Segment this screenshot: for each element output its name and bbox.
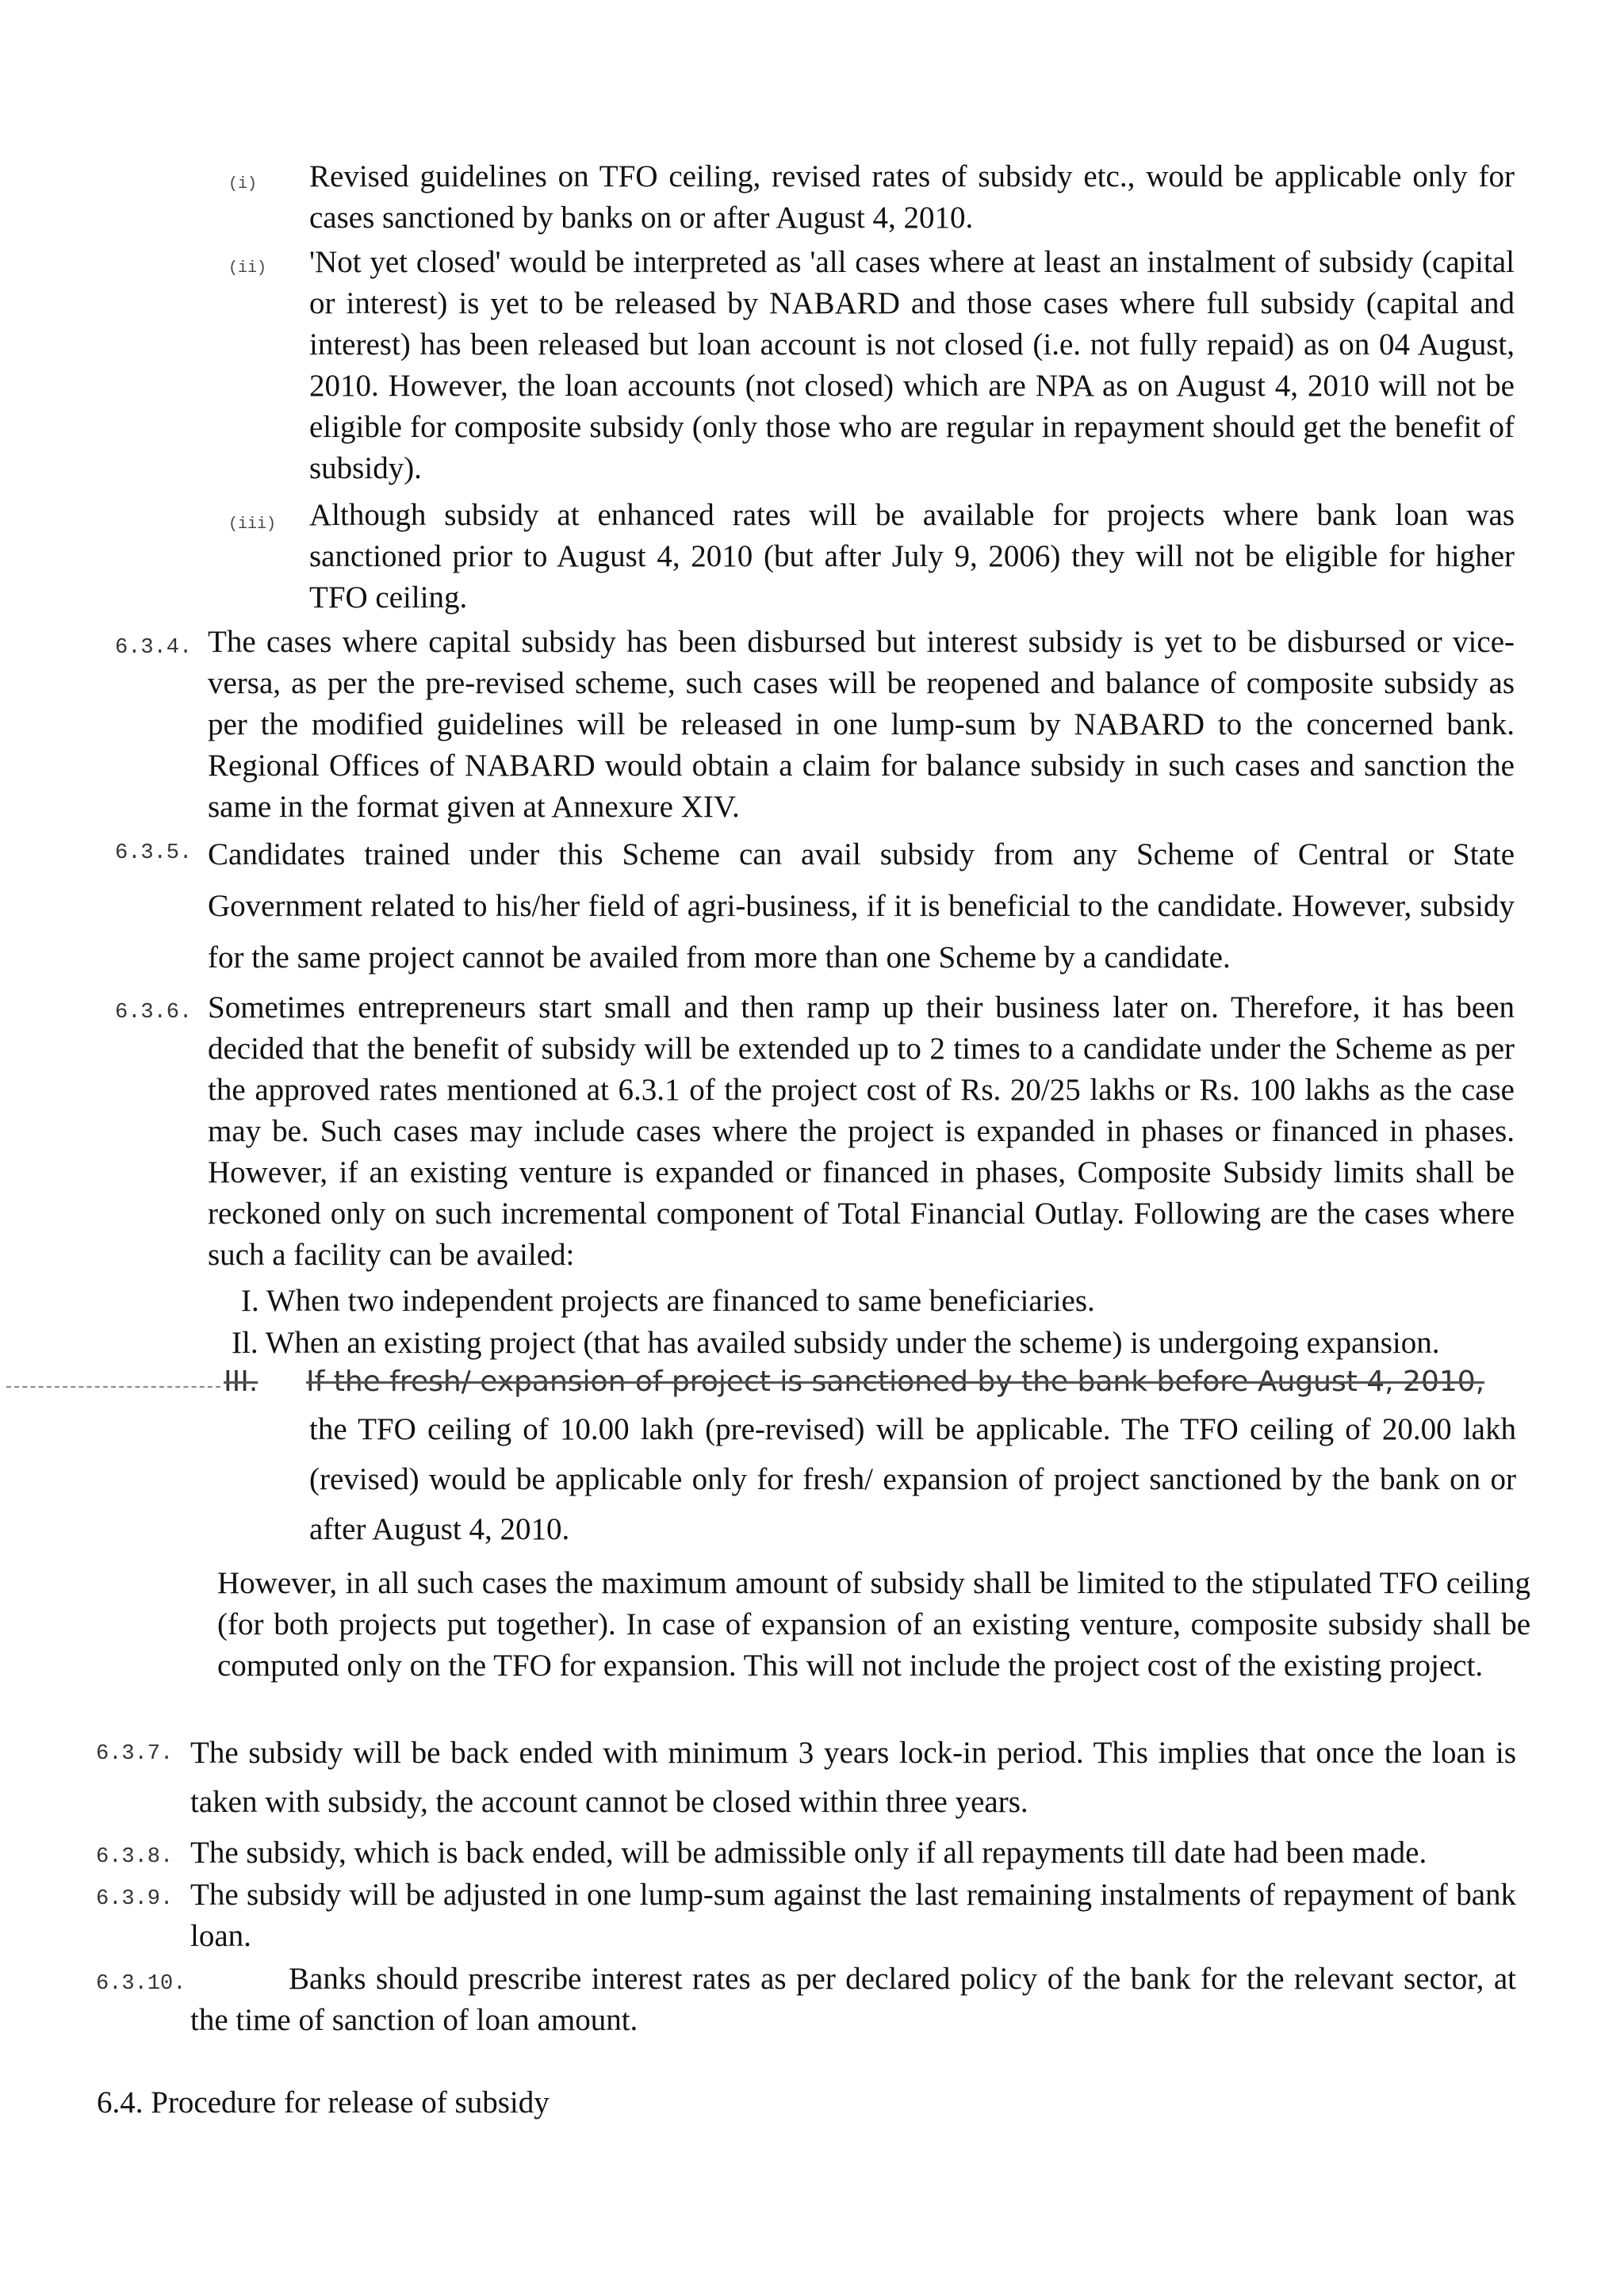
section-number-6-3-4: 6.3.4.: [115, 636, 193, 660]
case-ii-text: Il. When an existing project (that has availed subsidy under the scheme) is undergoing expansion.: [232, 1326, 1440, 1360]
case-iii-scanned-text: If the fresh/ expansion of project is sanctioned by the bank before August 4, 2010,: [306, 1365, 1485, 1398]
sub-item-ii-text: 'Not yet closed' would be interpreted as 'all cases where at least an instalment of subsidy (capital or interest) is yet to be released by NABARD and those cases where full subsidy (capital and interest) has been released but loan account is not closed (i.e. not fully repaid) as on 04 August, 2010. However, the loan accounts (not closed) which are NPA as on August 4, 2010 will not be eligible for composite subsidy (only those who are regular in repayment should get the benefit of subsidy).: [309, 245, 1515, 485]
section-number-6-3-5: 6.3.5.: [115, 841, 193, 865]
section-heading-6-4: 6.4. Procedure for release of subsidy: [97, 2085, 550, 2120]
section-number-6-3-9: 6.3.9.: [96, 1887, 174, 1911]
section-6-3-9-text: The subsidy will be adjusted in one lump-sum against the last remaining instalments of repayment of bank loan.: [190, 1878, 1516, 1953]
section-6-3-5-text: Candidates trained under this Scheme can avail subsidy from any Scheme of Central or State Government related to his/her field of agri-business, if it is beneficial to the candidate. However, subsidy for the same project cannot be availed from more than one Scheme by a candidate.: [208, 837, 1515, 975]
case-i-text: I. When two independent projects are financed to same beneficiaries.: [241, 1284, 1095, 1318]
section-6-3-7-text: The subsidy will be back ended with minimum 3 years lock-in period. This implies that once the loan is taken with subsidy, the account cannot be closed within three years.: [190, 1736, 1516, 1819]
section-number-6-3-10: 6.3.10.: [96, 1972, 186, 1996]
section-6-3-4-text: The cases where capital subsidy has been disbursed but interest subsidy is yet to be disbursed or vice-versa, as per the pre-revised scheme, such cases will be reopened and balance of composite subsidy as per the modified guidelines will be released in one lump-sum by NABARD to the concerned bank. Regional Offices of NABARD would obtain a claim for balance subsidy in such cases and sanction the same in the format given at Annexure XIV.: [208, 625, 1515, 824]
section-6-3-10-text: Banks should prescribe interest rates as per declared policy of the bank for the relevant sector, at the time of sanction of loan amount.: [190, 1962, 1516, 2037]
however-paragraph: However, in all such cases the maximum amount of subsidy shall be limited to the stipulated TFO ceiling (for both projects put together). In case of expansion of an existing venture, composite subsidy shall be computed only on the TFO for expansion. This will not include the project cost of the existing project.: [217, 1566, 1530, 1683]
scan-rule: [6, 1386, 220, 1388]
section-6-3-6-text: Sometimes entrepreneurs start small and then ramp up their business later on. Therefore, it has been decided that the benefit of subsidy will be extended up to 2 times to a candidate under the Scheme as per the approved rates mentioned at 6.3.1 of the project cost of Rs. 20/25 lakhs or Rs. 100 lakhs as the case may be. Such cases may include cases where the project is expanded in phases or financed in phases. However, if an existing venture is expanded or financed in phases, Composite Subsidy limits shall be reckoned only on such incremental component of Total Financial Outlay. Following are the cases where such a facility can be availed:: [208, 990, 1515, 1272]
sub-item-label-i: (i): [228, 175, 258, 193]
section-number-6-3-7: 6.3.7.: [96, 1742, 174, 1766]
sub-item-label-ii: (ii): [228, 259, 267, 278]
sub-item-iii-text: Although subsidy at enhanced rates will be available for projects where bank loan was sanctioned prior to August 4, 2010 (but after July 9, 2006) they will not be eligible for higher TFO ceiling.: [309, 498, 1515, 615]
section-number-6-3-6: 6.3.6.: [115, 1001, 193, 1024]
case-iii-label: III.: [224, 1365, 259, 1398]
section-number-6-3-8: 6.3.8.: [96, 1845, 174, 1869]
sub-item-label-iii: (iii): [228, 515, 277, 534]
case-iii-text: the TFO ceiling of 10.00 lakh (pre-revised) will be applicable. The TFO ceiling of 20.00 lakh (revised) would be applicable only for fresh/ expansion of project sanctioned by the bank on or after August 4, 2010.: [309, 1412, 1516, 1546]
sub-item-i-text: Revised guidelines on TFO ceiling, revised rates of subsidy etc., would be applicable only for cases sanctioned by banks on or after August 4, 2010.: [309, 159, 1515, 235]
section-6-3-8-text: The subsidy, which is back ended, will be admissible only if all repayments till date had been made.: [190, 1836, 1427, 1870]
